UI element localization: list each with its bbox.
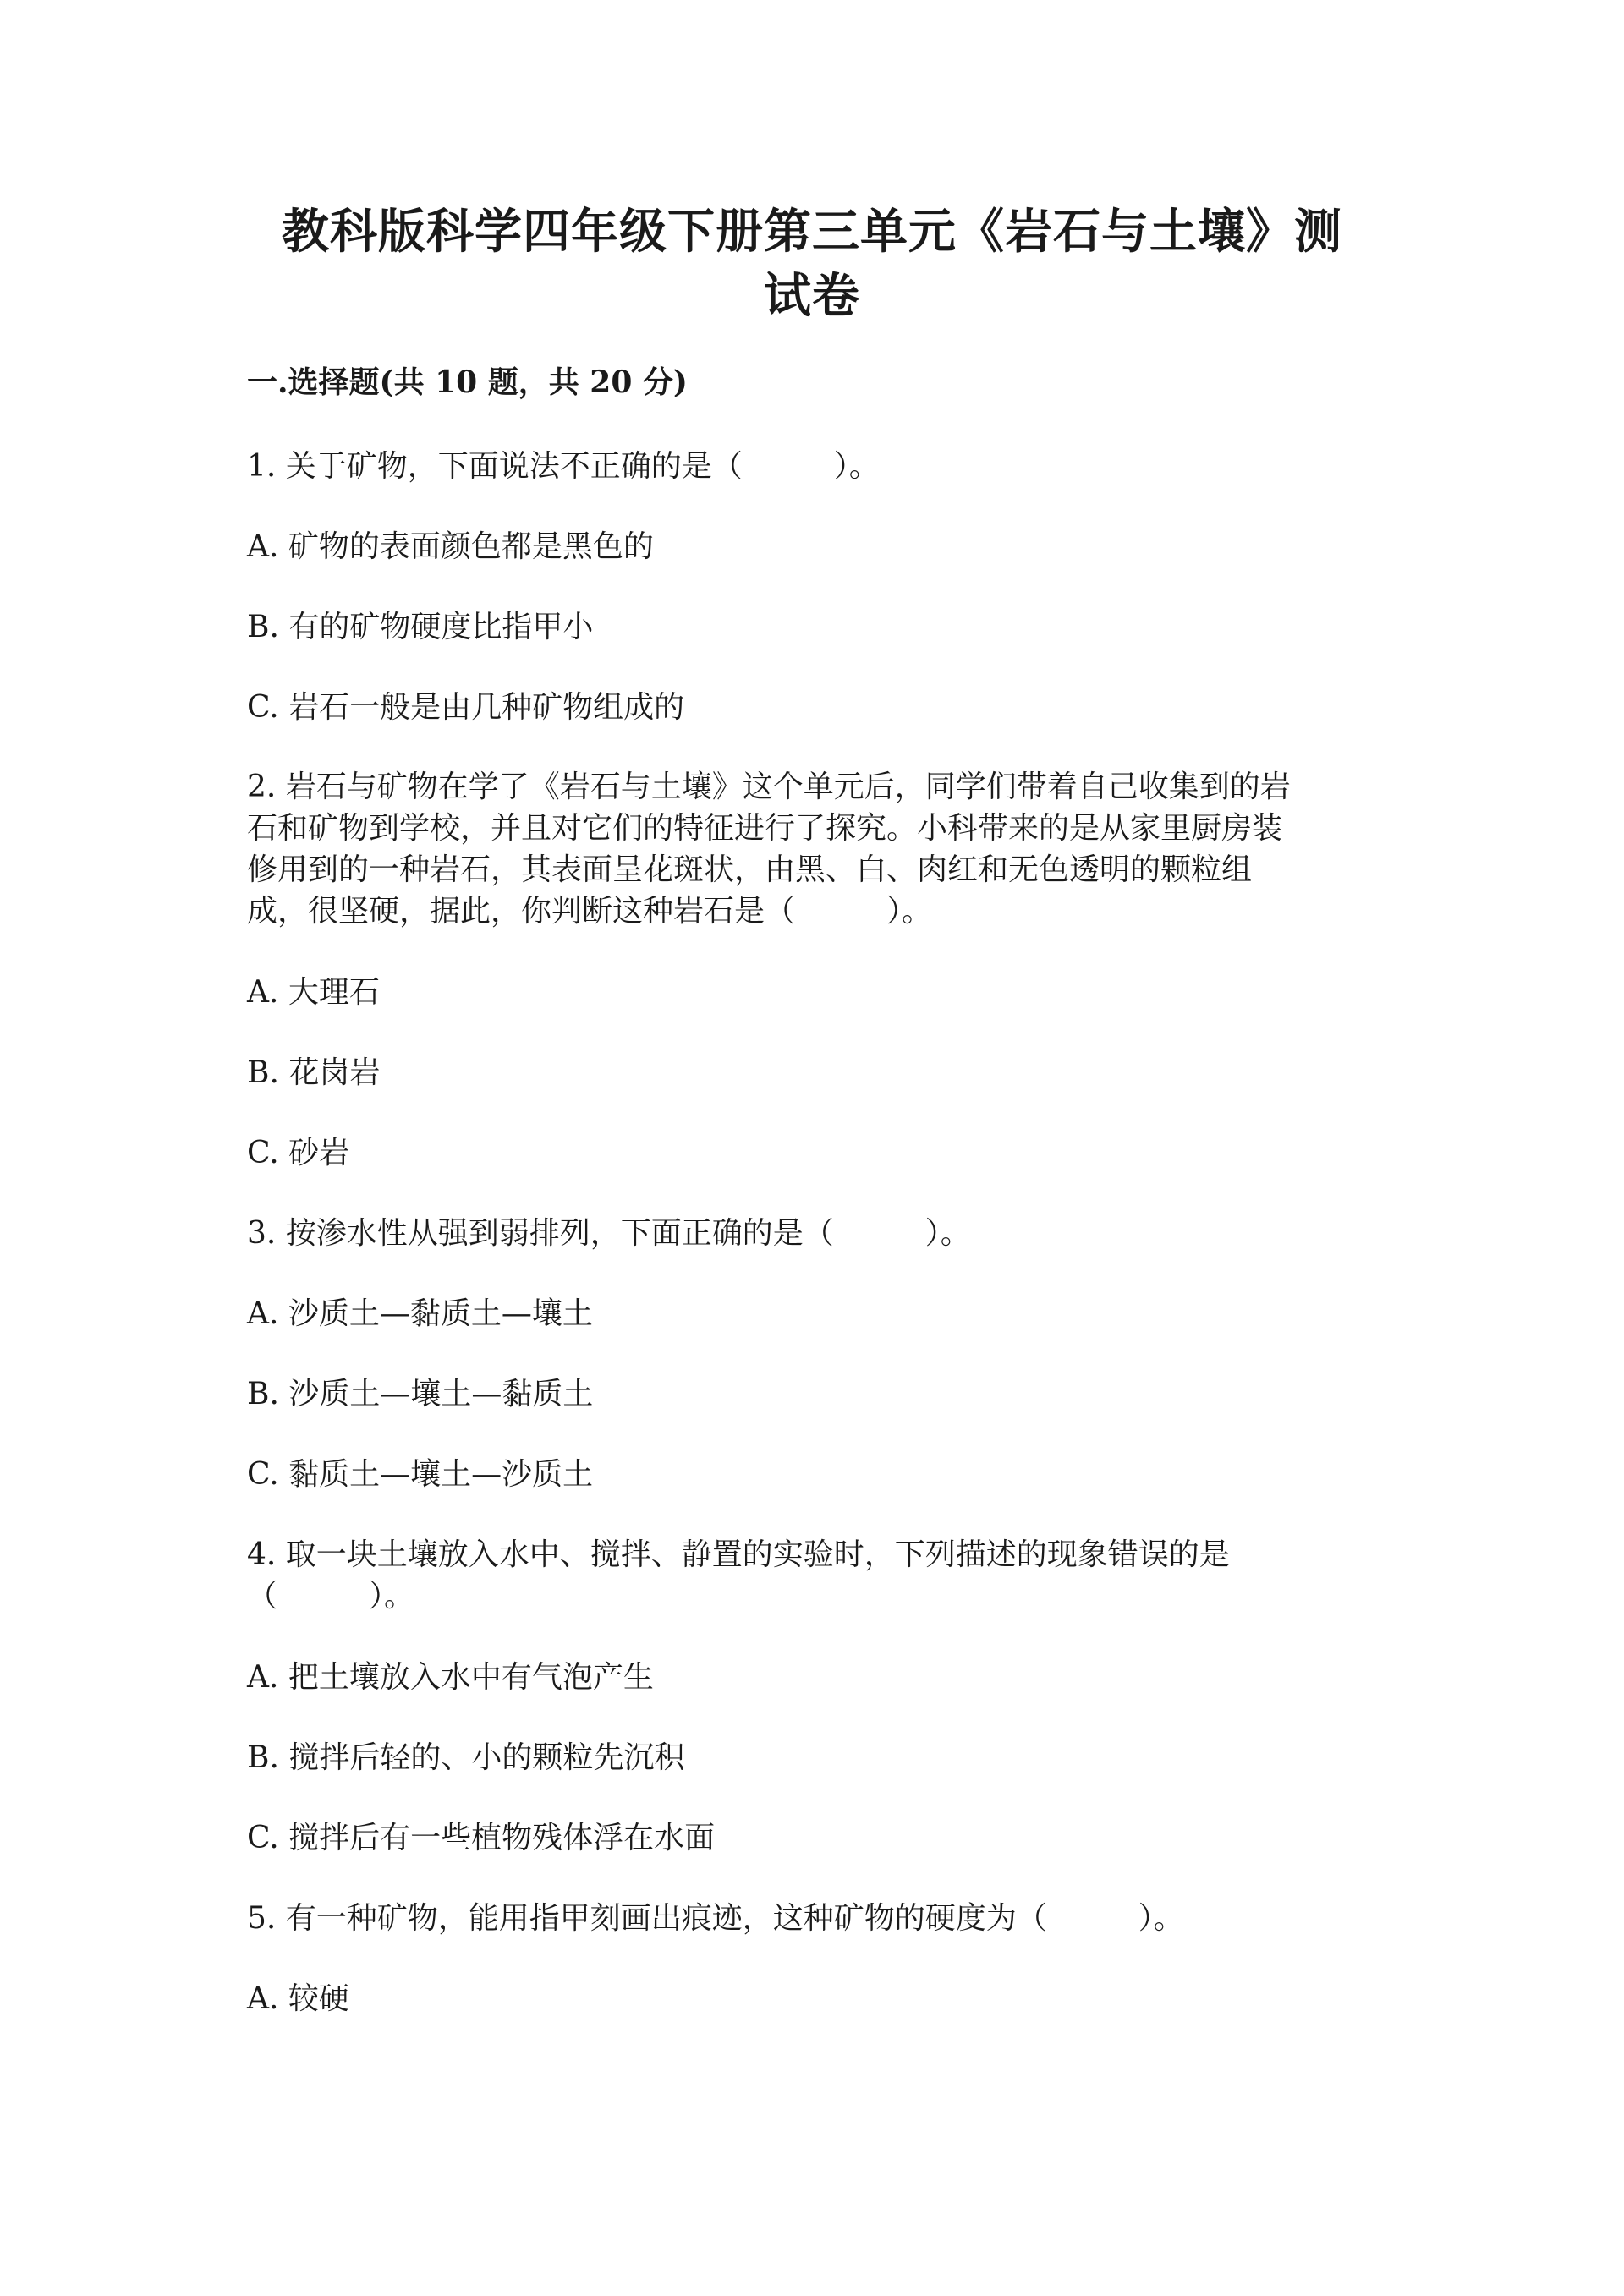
question-1-option-b: B. 有的矿物硬度比指甲小 <box>247 610 594 644</box>
question-2-stem-line-2: 石和矿物到学校，并且对它们的特征进行了探究。小科带来的是从家里厨房装 <box>247 811 1283 846</box>
question-4-option-b: B. 搅拌后轻的、小的颗粒先沉积 <box>247 1740 685 1775</box>
question-4-stem-line-1: 4. 取一块土壤放入水中、搅拌、静置的实验时，下列描述的现象错误的是 <box>247 1537 1230 1572</box>
question-2-option-b: B. 花岗岩 <box>247 1055 381 1090</box>
question-2-stem-line-3: 修用到的一种岩石，其表面呈花斑状，由黑、白、肉红和无色透明的颗粒组 <box>247 852 1253 887</box>
page-title-line-1: 教科版科学四年级下册第三单元《岩石与土壤》测 <box>282 204 1342 260</box>
question-2-stem-line-1: 2. 岩石与矿物在学了《岩石与土壤》这个单元后，同学们带着自己收集到的岩 <box>247 770 1291 804</box>
question-4-option-c: C. 搅拌后有一些植物残体浮在水面 <box>247 1821 716 1855</box>
question-1-option-a: A. 矿物的表面颜色都是黑色的 <box>247 529 654 564</box>
page-title-line-2: 试卷 <box>764 268 860 324</box>
question-3-stem: 3. 按渗水性从强到弱排列，下面正确的是（ ）。 <box>247 1216 971 1251</box>
question-1-option-c: C. 岩石一般是由几种矿物组成的 <box>247 690 685 725</box>
question-2-option-a: A. 大理石 <box>247 975 380 1010</box>
question-1-stem: 1. 关于矿物，下面说法不正确的是（ ）。 <box>247 449 880 484</box>
question-5-stem: 5. 有一种矿物，能用指甲刻画出痕迹，这种矿物的硬度为（ ）。 <box>247 1901 1184 1936</box>
question-4-option-a: A. 把土壤放入水中有气泡产生 <box>247 1660 654 1695</box>
question-3-option-a: A. 沙质土—黏质土—壤土 <box>247 1296 593 1331</box>
question-5-option-a: A. 较硬 <box>247 1981 349 2016</box>
question-3-option-c: C. 黏质土—壤土—沙质土 <box>247 1457 594 1492</box>
question-3-option-b: B. 沙质土—壤土—黏质土 <box>247 1377 594 1411</box>
section-heading: 一.选择题(共 10 题，共 20 分) <box>247 364 688 400</box>
question-4-stem-line-2: （ ）。 <box>247 1579 415 1614</box>
question-2-stem-line-4: 成，很坚硬，据此，你判断这种岩石是（ ）。 <box>247 894 933 929</box>
question-2-option-c: C. 砂岩 <box>247 1136 350 1170</box>
